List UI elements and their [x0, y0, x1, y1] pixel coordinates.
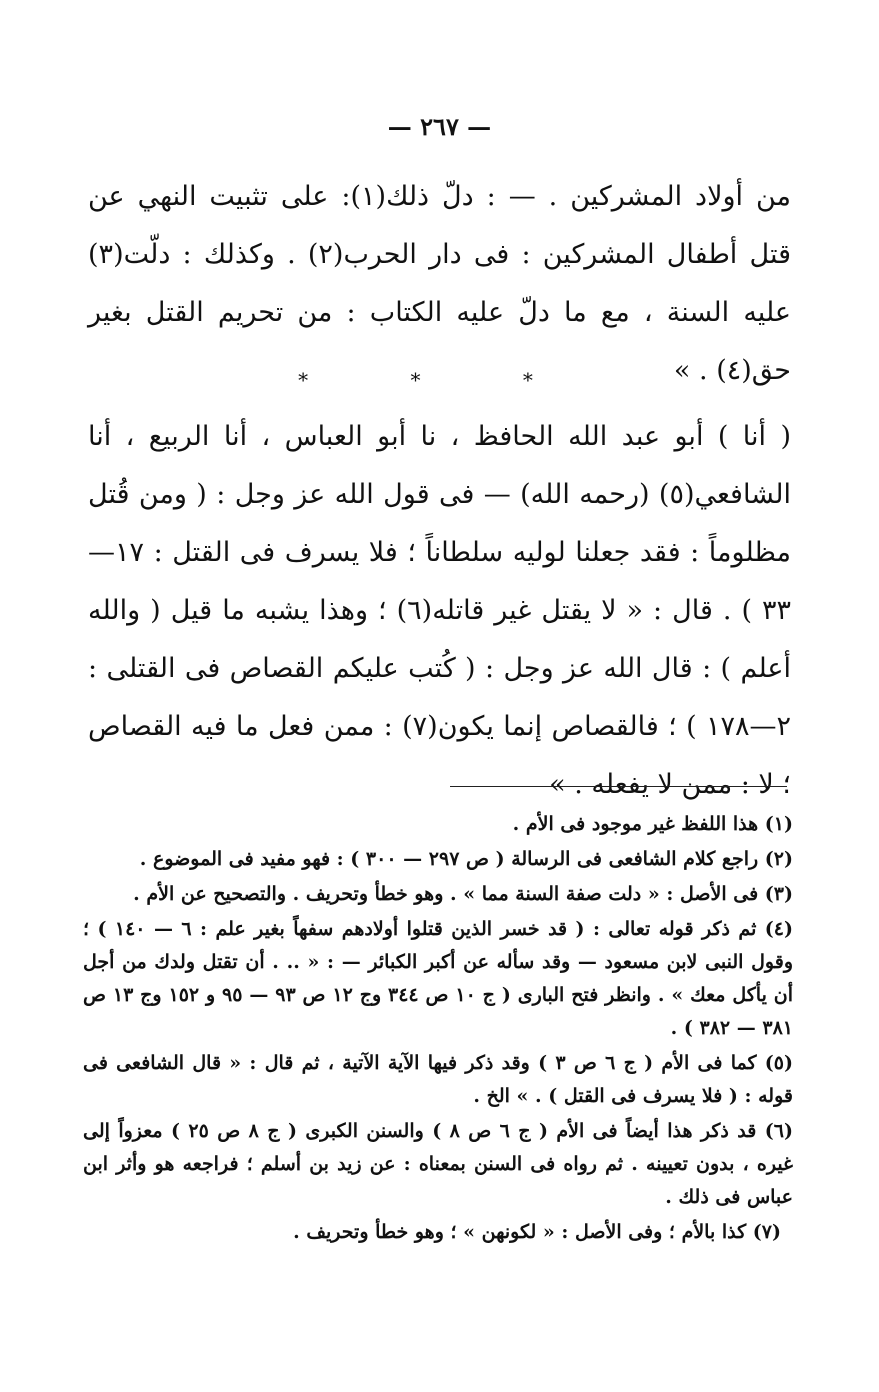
page-number: — ٢٦٧ — [387, 112, 492, 141]
footnote-2: (٢) راجع كلام الشافعى فى الرسالة ( ص ٢٩٧ — ٣٠٠ ) : فهو مفيد فى الموضوع . [139, 848, 793, 870]
paragraph-1-text: من أولاد المشركين . — : دلّ ذلك(١): على تثبيت النهي عن قتل أطفال المشركين : فى دار الحرب(٢) . وكذلك : دلّت(٣) عليه السنة ، مع ما دلّ عليه الكتاب : من تحريم القتل بغير حق(٤) . » [88, 181, 791, 386]
paragraph-1 [88, 168, 791, 400]
footnote-6: (٦) قد ذكر هذا أيضاً فى الأم ( ج ٦ ص ٨ ) والسنن الكبرى ( ج ٨ ص ٢٥ ) معزواً إلى غيره ، بدون تعيينه . ثم رواه فى السنن بمعناه : عن زيد بن أسلم ؛ فراجعه هو وأثر ابن عباس فى ذلك . [83, 1120, 793, 1208]
paragraph-2-text: ( أنا ) أبو عبد الله الحافظ ، نا أبو العباس ، أنا الربيع ، أنا الشافعي(٥) (رحمه الله) — فى قول الله عز وجل : ( ومن قُتل مظلوماً : فقد جعلنا لوليه سلطاناً ؛ فلا يسرف فى القتل : ١٧—٣٣ ) . قال : « لا يقتل غير قاتله(٦) ؛ وهذا يشبه ما قيل ( والله أعلم ) : قال الله عز وجل : ( كُتب عليكم القصاص فى القتلى : ٢—١٧٨ ) ؛ فالقصاص إنما يكون(٧) : ممن فعل ما فيه القصاص ؛ لا : ممن لا يفعله . » [88, 421, 791, 800]
footnote-4: (٤) ثم ذكر قوله تعالى : ( قد خسر الذين قتلوا أولادهم سفهاً بغير علم : ٦ — ١٤٠ ) ؛ وقول النبى لابن مسعود — وقد سأله عن أكبر الكبائر — : « .. . أن تقتل ولدك من أجل أن يأكل معك » . وانظر فتح البارى ( ج ١٠ ص ٣٤٤ وج ١٢ ص ٩٣ — ٩٥ و ١٥٢ وج ١٣ ص ٣٨١ — ٣٨٢ ) . [83, 918, 793, 1039]
footnote-divider [450, 786, 787, 787]
footnote-3: (٣) فى الأصل : « دلت صفة السنة مما » . وهو خطأ وتحريف . والتصحيح عن الأم . [133, 883, 793, 905]
footnote-7: (٧) كذا بالأم ؛ وفى الأصل : « لكونهن » ؛ وهو خطأ وتحريف . [293, 1221, 781, 1243]
footnote-1: (١) هذا اللفظ غير موجود فى الأم . [512, 813, 793, 835]
paragraph-2 [88, 408, 791, 814]
footnote-5: (٥) كما فى الأم ( ج ٦ ص ٣ ) وقد ذكر فيها الآية الآتية ، ثم قال : « قال الشافعى فى قوله : ( فلا يسرف فى القتل ) . » الخ . [83, 1052, 793, 1107]
section-separator: * * * [298, 368, 581, 392]
footnotes [83, 808, 793, 1251]
